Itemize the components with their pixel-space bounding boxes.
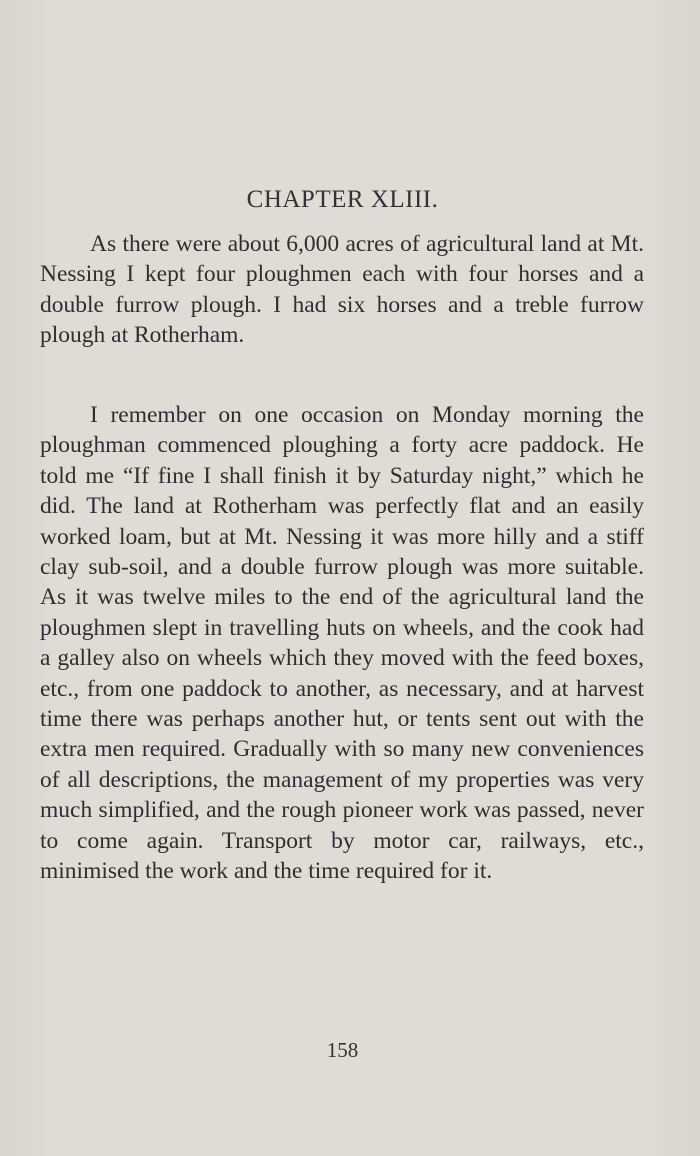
paragraph: I remember on one occasion on Monday morning the ploughman commenced ploughing a forty acre paddock. He told me “If fine I shall finish it by Saturday night,” which he did. The land at Rotherham was perfectly flat and an easily worked loam, but at Mt. Nessing it was more hilly and a stiff clay sub-soil, and a double furrow plough was more suitable. As it was twelve miles to the end of the agricultural land the ploughmen slept in travelling huts on wheels, and the cook had a galley also on wheels which they moved with the feed boxes, etc., from one paddock to another, as necessary, and at harvest time there was perhaps another hut, or tents sent out with the extra men required. Gradually with so many new conveniences of all descriptions, the management of my properties was very much simplified, and the rough pioneer work was passed, never to come again. Transport by motor car, railways, etc., minimised the work and the time required for it. [40,402,644,885]
paragraph: As there were about 6,000 acres of agricultural land at Mt. Nessing I kept four ploughmen each with four horses and a double furrow plough. I had six horses and a treble furrow plough at Rotherham. [40,231,644,349]
page-number: 158 [326,1038,359,1062]
chapter-heading: CHAPTER XLIII. [246,186,439,213]
